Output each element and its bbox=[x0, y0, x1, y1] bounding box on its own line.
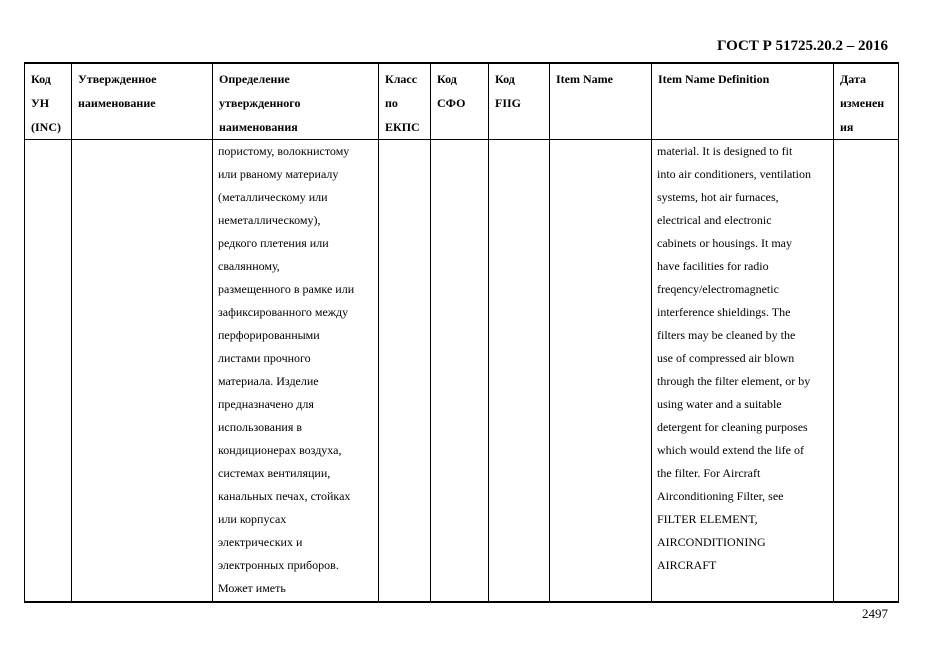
definition-line: AIRCONDITIONING bbox=[657, 535, 766, 549]
cell-approved-name bbox=[72, 140, 213, 603]
definition-line: material. It is designed to fit bbox=[657, 144, 793, 158]
cell-sfo-code bbox=[431, 140, 489, 603]
definition-line: Может иметь bbox=[218, 581, 286, 595]
definition-line: which would extend the life of bbox=[657, 443, 804, 457]
definition-line: неметаллическому), bbox=[218, 213, 321, 227]
header-sfo-code: Код СФО bbox=[431, 63, 489, 140]
definition-line: interference shieldings. The bbox=[657, 305, 791, 319]
header-approved-name: Утвержденное наименование bbox=[72, 63, 213, 140]
cell-ekps-class bbox=[379, 140, 431, 603]
classification-table bbox=[24, 62, 899, 603]
definition-line: или корпусах bbox=[218, 512, 287, 526]
cell-item-name bbox=[550, 140, 652, 603]
definition-line: материала. Изделие bbox=[218, 374, 319, 388]
header-item-name-definition: Item Name Definition bbox=[652, 63, 834, 140]
definition-line: use of compressed air blown bbox=[657, 351, 795, 365]
definition-line: into air conditioners, ventilation bbox=[657, 167, 811, 181]
cell-fiig-code bbox=[489, 140, 550, 603]
definition-line: filters may be cleaned by the bbox=[657, 328, 796, 342]
definition-line: detergent for cleaning purposes bbox=[657, 420, 808, 434]
cell-inc-code bbox=[25, 140, 72, 603]
header-inc-code: Код УН (INC) bbox=[25, 63, 72, 140]
definition-line: перфорированными bbox=[218, 328, 320, 342]
definition-line: использования в bbox=[218, 420, 303, 434]
table-row bbox=[25, 140, 899, 603]
definition-line: FILTER ELEMENT, bbox=[657, 512, 758, 526]
definition-line: канальных печах, стойках bbox=[218, 489, 351, 503]
definition-line: размещенного в рамке или bbox=[218, 282, 355, 296]
header-change-date: Дата изменен ия bbox=[834, 63, 899, 140]
definition-line: have facilities for radio bbox=[657, 259, 769, 273]
header-item-name: Item Name bbox=[550, 63, 652, 140]
definition-line: кондиционерах воздуха, bbox=[218, 443, 342, 457]
cell-change-date bbox=[834, 140, 899, 603]
table-header-row bbox=[25, 63, 899, 140]
header-name-definition-ru: Определение утвержденного наименования bbox=[213, 63, 379, 140]
definition-line: electrical and electronic bbox=[657, 213, 772, 227]
definition-line: редкого плетения или bbox=[218, 236, 329, 250]
definition-line: системах вентиляции, bbox=[218, 466, 331, 480]
definition-line: электрических и bbox=[218, 535, 303, 549]
definition-line: (металлическому или bbox=[218, 190, 328, 204]
definition-line: или рваному материалу bbox=[218, 167, 339, 181]
definition-line: зафиксированного между bbox=[218, 305, 349, 319]
header-fiig-code: Код FIIG bbox=[489, 63, 550, 140]
cell-item-name-definition bbox=[652, 140, 834, 603]
definition-line: using water and a suitable bbox=[657, 397, 782, 411]
document-standard-header: ГОСТ Р 51725.20.2 – 2016 bbox=[716, 38, 888, 54]
definition-line: cabinets or housings. It may bbox=[657, 236, 792, 250]
definition-line: systems, hot air furnaces, bbox=[657, 190, 779, 204]
definition-line: AIRCRAFT bbox=[657, 558, 717, 572]
definition-line: листами прочного bbox=[218, 351, 311, 365]
definition-line: свалянному, bbox=[218, 259, 280, 273]
definition-line: электронных приборов. bbox=[218, 558, 339, 572]
definition-line: freqency/electromagnetic bbox=[657, 282, 779, 296]
definition-line: through the filter element, or by bbox=[657, 374, 811, 388]
header-ekps-class: Класс по ЕКПС bbox=[379, 63, 431, 140]
definition-line: пористому, волокнистому bbox=[218, 144, 350, 158]
definition-line: Airconditioning Filter, see bbox=[657, 489, 784, 503]
page-number: 2497 bbox=[862, 606, 888, 621]
cell-name-definition-ru bbox=[213, 140, 379, 603]
definition-line: предназначено для bbox=[218, 397, 314, 411]
definition-line: the filter. For Aircraft bbox=[657, 466, 761, 480]
